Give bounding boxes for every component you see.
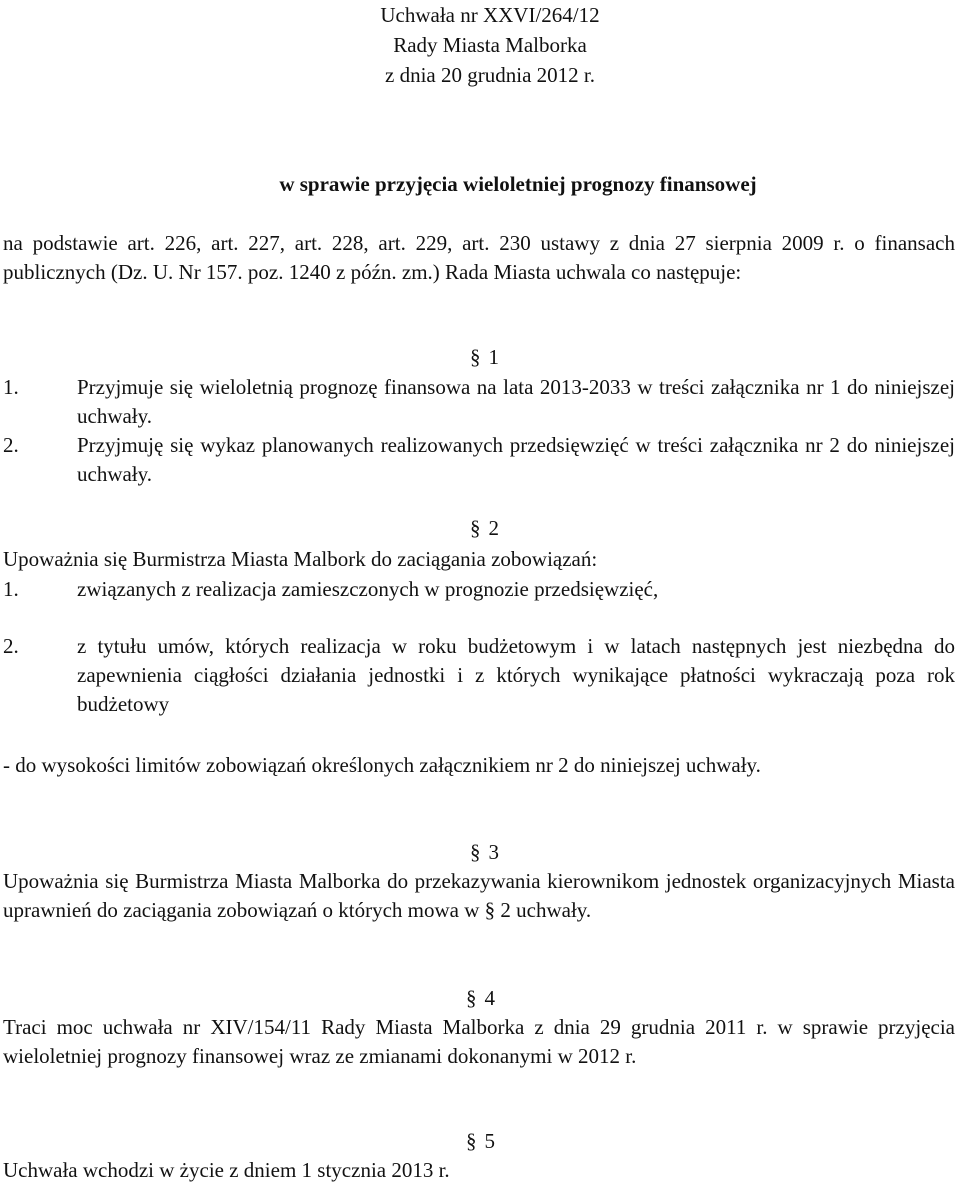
section-4-text: Traci moc uchwała nr XIV/154/11 Rady Miasta Malborka z dnia 29 grudnia 2011 r. w sprawie przyjęcia wieloletniej prognozy finansowej wraz ze zmianami dokonanymi w 2012 r. <box>3 1015 955 1068</box>
section-symbol: § <box>484 898 496 922</box>
item-text: Przyjmuję się wykaz planowanych realizowanych przedsięwzięć w treści załącznika nr 2 do niniejszej uchwały. <box>77 433 955 486</box>
section-reference <box>485 898 511 922</box>
section-2-item-2 <box>3 632 955 719</box>
section-3-body: Upoważnia się Burmistrza Miasta Malborka do przekazywania kierownikom jednostek organizacyjnych Miasta uprawnień do zaciągania zobowiązań o których mowa w <box>3 869 955 922</box>
section-4-heading <box>466 984 495 1013</box>
section-1-heading <box>470 343 499 372</box>
section-symbol: § <box>470 345 481 369</box>
section-number: 2 <box>488 516 499 540</box>
resolution-number: Uchwała nr XXVI/264/12 <box>380 3 600 27</box>
section-number: 5 <box>484 1129 495 1153</box>
section-5-heading <box>466 1127 495 1156</box>
section-5-text: Uchwała wchodzi w życie z dniem 1 stycznia 2013 r. <box>3 1158 450 1182</box>
resolution-subject: w sprawie przyjęcia wieloletniej prognozy finansowej <box>279 172 757 196</box>
item-text: związanych z realizacja zamieszczonych w prognozie przedsięwzięć, <box>77 577 659 601</box>
section-3-text <box>3 867 955 925</box>
section-symbol: § <box>466 986 477 1010</box>
section-symbol: § <box>466 1129 477 1153</box>
item-text: z tytułu umów, których realizacja w roku budżetowym i w latach następnych jest niezbędna do zapewnienia ciągłości działania jednostki i z których wynikające płatności wykraczają poza rok budżetowy <box>77 634 955 716</box>
section-symbol: § <box>470 516 481 540</box>
section-1-item-1 <box>3 373 955 431</box>
section-2-intro: Upoważnia się Burmistrza Miasta Malbork do zaciągania zobowiązań: <box>3 547 598 571</box>
section-1-item-2 <box>3 431 955 489</box>
resolution-header <box>0 0 960 90</box>
section-number: 4 <box>484 986 495 1010</box>
section-2-item-1 <box>3 575 955 604</box>
resolution-date: z dnia 20 grudnia 2012 r. <box>385 63 595 87</box>
section-2-heading <box>470 514 499 543</box>
section-number: 3 <box>488 840 499 864</box>
item-number: 1. <box>3 577 19 601</box>
section-number: 1 <box>488 345 499 369</box>
item-number: 2. <box>3 433 19 457</box>
section-2-closing: - do wysokości limitów zobowiązań określonych załącznikiem nr 2 do niniejszej uchwały. <box>3 753 761 777</box>
section-symbol: § <box>470 840 481 864</box>
item-text: Przyjmuje się wieloletnią prognozę finansowa na lata 2013-2033 w treści załącznika nr 1 do niniejszej uchwały. <box>77 375 955 428</box>
section-3-heading <box>470 838 499 867</box>
council-name: Rady Miasta Malborka <box>393 33 587 57</box>
section-3-tail: uchwały. <box>516 898 592 922</box>
preamble: na podstawie art. 226, art. 227, art. 228, art. 229, art. 230 ustawy z dnia 27 sierpnia 2009 r. o finansach publicznych (Dz. U. Nr 157. poz. 1240 z późn. zm.) Rada Miasta uchwala co następuje: <box>3 231 955 284</box>
item-number: 2. <box>3 634 19 658</box>
section-reference-number: 2 <box>500 898 511 922</box>
item-number: 1. <box>3 375 19 399</box>
